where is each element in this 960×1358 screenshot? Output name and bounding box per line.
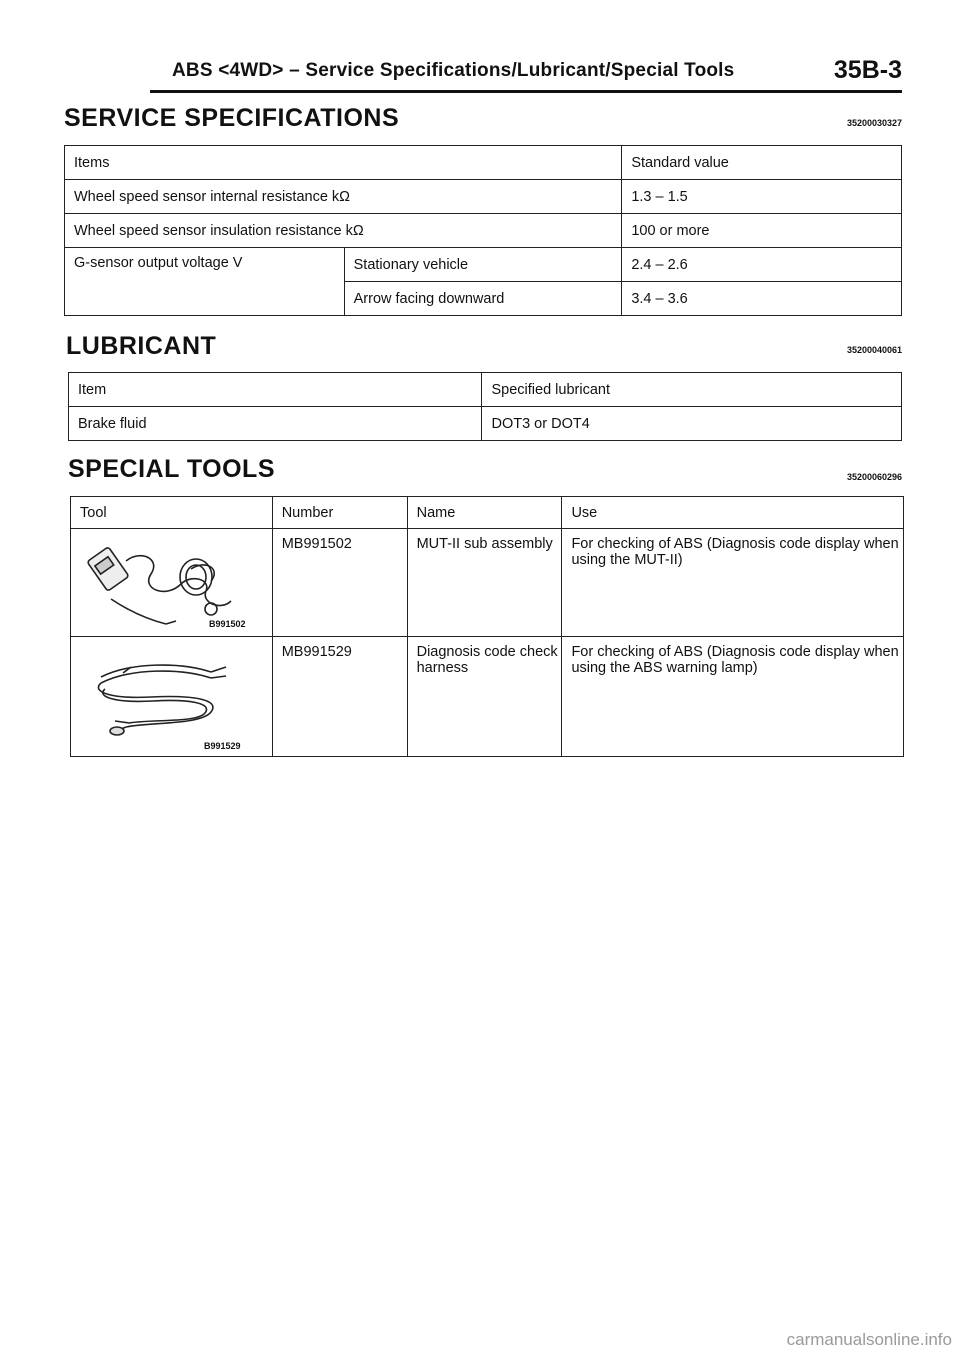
footer-watermark: carmanualsonline.info: [786, 1330, 952, 1349]
table-row: [65, 180, 902, 214]
table-row: [65, 248, 902, 282]
table-row: [65, 214, 902, 248]
number-cell: MB991502: [272, 529, 407, 637]
number-cell: MB991529: [272, 637, 407, 757]
lubricant-title: LUBRICANT: [66, 332, 217, 360]
use-cell: For checking of ABS (Diagnosis code display when using the MUT-II): [562, 529, 904, 637]
tool-image-cell: [71, 529, 273, 637]
use-cell: For checking of ABS (Diagnosis code display when using the ABS warning lamp): [562, 637, 904, 757]
item-cell: Wheel speed sensor insulation resistance kΩ: [65, 214, 622, 248]
page-number: 35B-3: [833, 56, 902, 84]
diagnosis-harness-illustration: [71, 637, 273, 757]
lubricant-cell: DOT3 or DOT4: [482, 407, 902, 441]
item-cell: Wheel speed sensor internal resistance kΩ: [65, 180, 622, 214]
name-cell: MUT-II sub assembly: [407, 529, 562, 637]
col-item: Item: [69, 373, 482, 407]
service-specifications-code: 35200030327: [846, 118, 902, 128]
tool-label: B991502: [209, 619, 246, 629]
col-tool: Tool: [71, 497, 273, 529]
col-number: Number: [272, 497, 407, 529]
table-header-row: [71, 497, 904, 529]
col-use: Use: [562, 497, 904, 529]
item-cell: Brake fluid: [69, 407, 482, 441]
name-cell: Diagnosis code check harness: [407, 637, 562, 757]
col-specified-lubricant: Specified lubricant: [482, 373, 902, 407]
service-specifications-title: SERVICE SPECIFICATIONS: [64, 104, 400, 132]
lubricant-table: [68, 372, 902, 441]
value-cell: 1.3 – 1.5: [622, 180, 902, 214]
lubricant-code: 35200040061: [846, 345, 902, 355]
page-header: [150, 56, 902, 93]
table-header-row: [69, 373, 902, 407]
col-standard-value: Standard value: [622, 146, 902, 180]
header-title: ABS <4WD> – Service Specifications/Lubricant/Special Tools: [172, 60, 735, 81]
service-specifications-table: [64, 145, 902, 316]
table-header-row: [65, 146, 902, 180]
table-row: [69, 407, 902, 441]
table-row: [71, 529, 904, 637]
special-tools-title: SPECIAL TOOLS: [68, 455, 276, 483]
tool-label: B991529: [204, 741, 241, 751]
table-row: [71, 637, 904, 757]
special-tools-table: [70, 496, 904, 757]
value-cell: 3.4 – 3.6: [622, 282, 902, 316]
special-tools-code: 35200060296: [846, 472, 902, 482]
col-name: Name: [407, 497, 562, 529]
value-cell: 100 or more: [622, 214, 902, 248]
value-cell: 2.4 – 2.6: [622, 248, 902, 282]
col-items: Items: [65, 146, 622, 180]
item-cell: G-sensor output voltage V: [65, 248, 345, 316]
tool-image-cell: [71, 637, 273, 757]
condition-cell: Stationary vehicle: [344, 248, 622, 282]
condition-cell: Arrow facing downward: [344, 282, 622, 316]
